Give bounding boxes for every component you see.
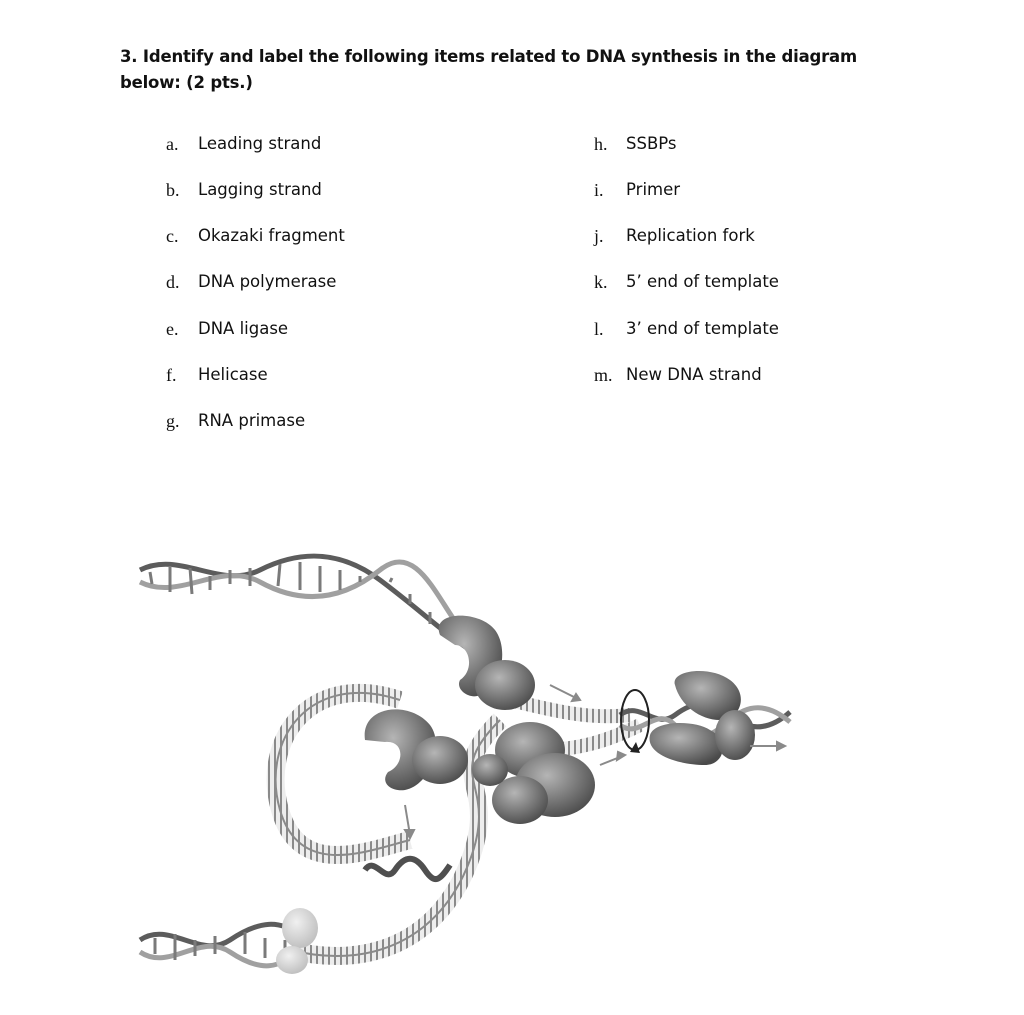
item-label-primer: Primer — [626, 180, 681, 199]
item-letter: d. — [166, 272, 180, 292]
question-number: 3. — [120, 47, 138, 66]
okazaki-fragment-icon — [365, 859, 450, 879]
dna-replication-diagram — [110, 520, 810, 1010]
ssbp-protein-icon — [276, 908, 318, 974]
item-label-leading-strand: Leading strand — [198, 134, 322, 153]
dna-polymerase-middle-icon — [365, 709, 468, 790]
item-letter: c. — [166, 226, 179, 246]
item-label-new-dna-strand: New DNA strand — [626, 365, 762, 384]
item-label-dna-polymerase: DNA polymerase — [198, 272, 337, 291]
item-label-5-end-template: 5’ end of template — [626, 272, 779, 291]
item-letter: a. — [166, 134, 179, 154]
question-heading — [120, 44, 920, 96]
dna-polymerase-top-icon — [439, 616, 535, 710]
item-label-3-end-template: 3’ end of template — [626, 319, 779, 338]
item-label-ssbps: SSBPs — [626, 134, 677, 153]
item-label-lagging-strand: Lagging strand — [198, 180, 322, 199]
dna-helix-bottom-icon — [140, 924, 300, 966]
item-label-helicase: Helicase — [198, 365, 268, 384]
item-label-replication-fork: Replication fork — [626, 226, 755, 245]
item-letter: m. — [594, 365, 613, 385]
item-label-dna-ligase: DNA ligase — [198, 319, 289, 338]
item-letter: k. — [594, 272, 608, 292]
item-letter: b. — [166, 180, 180, 200]
item-letter: i. — [594, 180, 604, 200]
question-text: Identify and label the following items related to DNA synthesis in the diagram below: (2 pts.) — [120, 47, 857, 92]
dna-helix-top-icon — [140, 556, 470, 650]
item-letter: g. — [166, 411, 180, 431]
item-letter: e. — [166, 319, 179, 339]
item-letter: h. — [594, 134, 608, 154]
item-label-rna-primase: RNA primase — [198, 411, 306, 430]
item-label-okazaki-fragment: Okazaki fragment — [198, 226, 345, 245]
item-letter: f. — [166, 365, 177, 385]
item-letter: l. — [594, 319, 604, 339]
template-strand-right — [510, 700, 630, 716]
item-letter: j. — [594, 226, 604, 246]
